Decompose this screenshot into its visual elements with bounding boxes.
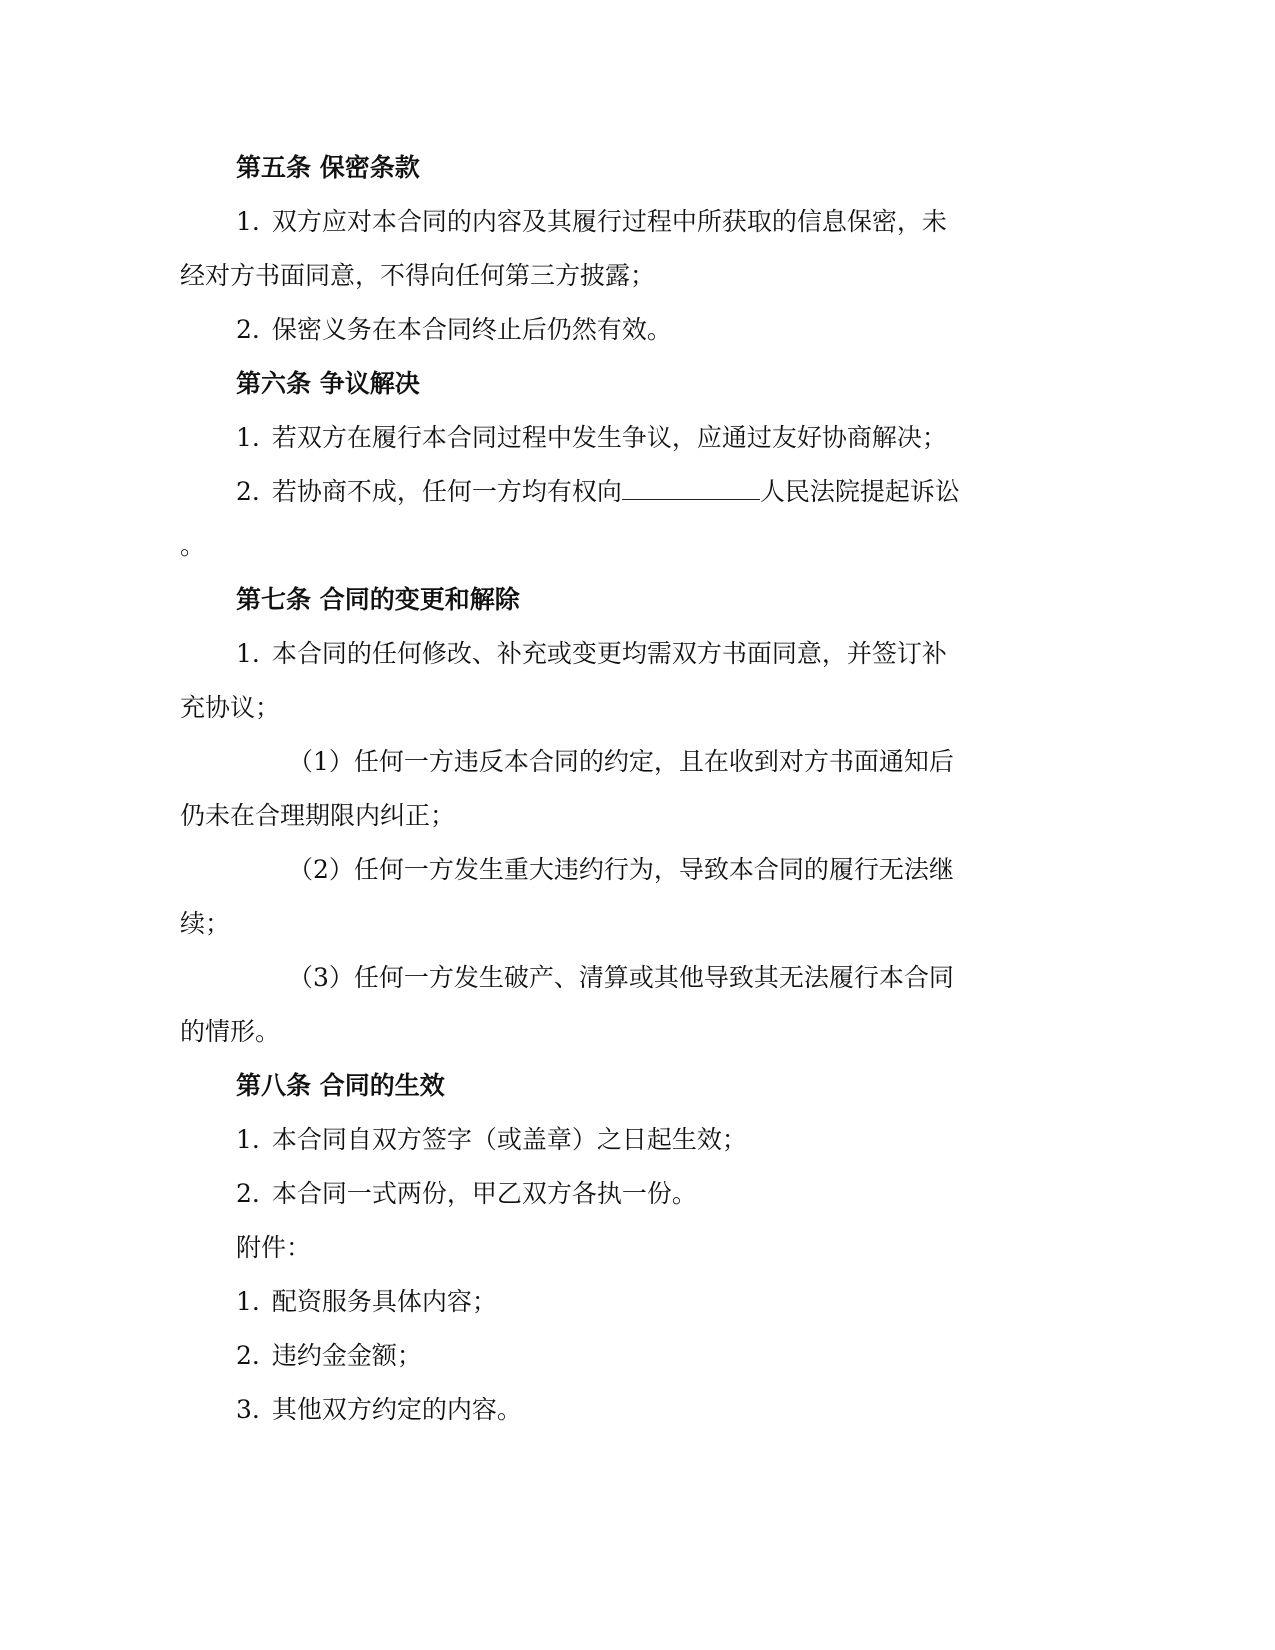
attachments-label: 附件： — [236, 1233, 312, 1262]
clause-text: 本合同自双方签字（或盖章）之日起生效； — [271, 1125, 747, 1154]
item-text: 违约金金额； — [271, 1341, 422, 1370]
article-5-clause-2 — [180, 303, 1080, 357]
article-6-clause-2 — [180, 465, 1080, 519]
clause-text: 双方应对本合同的内容及其履行过程中所获取的信息保密，未 — [271, 207, 947, 236]
clause-text: 若协商不成，任何一方均有权向 — [271, 477, 622, 506]
clause-number: 2. — [236, 315, 260, 344]
article-8-clause-2 — [180, 1167, 1080, 1221]
clause-number: 1. — [236, 207, 260, 236]
clause-number: 2. — [236, 477, 260, 506]
clause-number: 1. — [236, 423, 260, 452]
article-7-subclause-3-continued: 的情形。 — [180, 1017, 281, 1046]
clause-number: 2. — [236, 1179, 260, 1208]
clause-text: 若双方在履行本合同过程中发生争议，应通过友好协商解决； — [271, 423, 947, 452]
article-5-clause-1 — [180, 195, 1080, 249]
article-7-subclause-1-continued: 仍未在合理期限内纠正； — [180, 801, 456, 830]
court-name-blank[interactable] — [622, 469, 760, 500]
article-7-clause-1 — [180, 627, 1080, 681]
item-number: 3. — [236, 1395, 260, 1424]
article-8-clause-1 — [180, 1113, 1080, 1167]
article-5-clause-1-continued: 经对方书面同意，不得向任何第三方披露； — [180, 261, 656, 290]
article-8-heading: 第八条 合同的生效 — [236, 1071, 445, 1100]
article-7-clause-1-continued: 充协议； — [180, 693, 281, 722]
item-text: 其他双方约定的内容。 — [271, 1395, 522, 1424]
article-7-subclause-1: （1）任何一方违反本合同的约定，且在收到对方书面通知后 — [288, 747, 954, 776]
attachment-item-1 — [180, 1275, 1080, 1329]
article-6-clause-1 — [180, 411, 1080, 465]
article-7-subclause-2: （2）任何一方发生重大违约行为，导致本合同的履行无法继 — [288, 855, 954, 884]
article-7-subclause-2-continued: 续； — [180, 909, 231, 938]
article-5-heading: 第五条 保密条款 — [236, 153, 420, 182]
clause-text: 人民法院提起诉讼 — [759, 477, 960, 506]
item-text: 配资服务具体内容； — [271, 1287, 497, 1316]
clause-number: 1. — [236, 639, 260, 668]
item-number: 1. — [236, 1287, 260, 1316]
article-6-heading: 第六条 争议解决 — [236, 369, 420, 398]
clause-text: 本合同一式两份，甲乙双方各执一份。 — [271, 1179, 697, 1208]
article-7-heading: 第七条 合同的变更和解除 — [236, 585, 520, 614]
clause-text: 保密义务在本合同终止后仍然有效。 — [271, 315, 672, 344]
contract-body — [180, 141, 1080, 1437]
attachment-item-2 — [180, 1329, 1080, 1383]
item-number: 2. — [236, 1341, 260, 1370]
clause-text: 本合同的任何修改、补充或变更均需双方书面同意，并签订补 — [271, 639, 947, 668]
article-7-subclause-3: （3）任何一方发生破产、清算或其他导致其无法履行本合同 — [288, 963, 954, 992]
clause-number: 1. — [236, 1125, 260, 1154]
attachment-item-3 — [180, 1383, 1080, 1437]
article-6-clause-2-continued: 。 — [180, 531, 206, 560]
